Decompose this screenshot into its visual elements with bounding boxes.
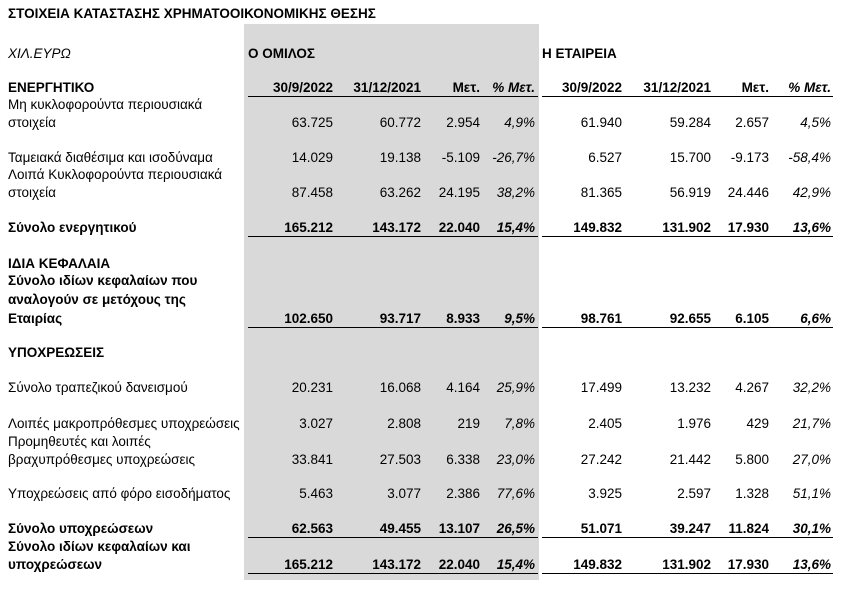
column-header: 31/12/2021	[643, 80, 711, 95]
column-header: % Μετ.	[788, 80, 831, 95]
table-cell: 6.338	[446, 452, 480, 467]
section-assets: ΕΝΕΡΓΗΤΙΚΟ	[8, 80, 95, 95]
table-cell: 21,7%	[792, 416, 831, 431]
table-cell: 22.040	[438, 220, 480, 235]
company-header: Η ΕΤΑΙΡΕΙΑ	[542, 46, 617, 61]
table-cell: 17.930	[727, 557, 769, 572]
table-cell: 81.365	[580, 185, 622, 200]
table-cell: 131.902	[662, 557, 711, 572]
table-cell: 149.832	[573, 220, 622, 235]
table-cell: 4,9%	[504, 115, 535, 130]
table-cell: 25,9%	[496, 380, 535, 395]
table-cell: 13,6%	[792, 557, 831, 572]
section-equity: ΙΔΙΑ ΚΕΦΑΛΑΙΑ	[8, 256, 111, 271]
table-cell: -5.109	[441, 150, 480, 165]
row-label: Σύνολο ιδίων κεφαλαίων και	[8, 539, 191, 554]
table-cell: 4.267	[735, 380, 769, 395]
row-label: Λοιπές μακροπρόθεσμες υποχρεώσεις	[8, 416, 240, 431]
table-cell: 1.976	[677, 416, 711, 431]
table-cell: 13,6%	[792, 220, 831, 235]
total-underline	[542, 236, 833, 237]
table-cell: 87.458	[291, 185, 333, 200]
table-cell: 143.172	[372, 557, 421, 572]
table-cell: 93.717	[379, 311, 421, 326]
row-label: Υποχρεώσεις από φόρο εισοδήματος	[8, 486, 231, 501]
table-cell: 49.455	[379, 521, 421, 536]
table-cell: 21.442	[669, 452, 711, 467]
table-cell: 5.463	[299, 486, 333, 501]
table-cell: 26,5%	[496, 521, 535, 536]
table-cell: 51,1%	[792, 486, 831, 501]
total-underline	[248, 236, 538, 237]
table-cell: 22.040	[438, 557, 480, 572]
row-label: Σύνολο υποχρεώσεων	[8, 521, 154, 536]
table-cell: 6.105	[735, 311, 769, 326]
table-cell: -26,7%	[492, 150, 535, 165]
column-header: 31/12/2021	[353, 80, 421, 95]
table-cell: 51.071	[580, 521, 622, 536]
table-cell: 20.231	[291, 380, 333, 395]
row-label: βραχυπρόθεσμες υποχρεώσεις	[8, 452, 195, 467]
table-cell: 2.954	[446, 115, 480, 130]
table-cell: 42,9%	[792, 185, 831, 200]
row-label: Ταμειακά διαθέσιμα και ισοδύναμα	[8, 150, 213, 165]
table-cell: 39.247	[669, 521, 711, 536]
table-cell: 19.138	[379, 150, 421, 165]
table-cell: 32,2%	[792, 380, 831, 395]
row-label: Προμηθευτές και λοιπές	[8, 434, 151, 449]
table-cell: 63.262	[379, 185, 421, 200]
table-cell: 131.902	[662, 220, 711, 235]
table-cell: 143.172	[372, 220, 421, 235]
row-label: Λοιπά Κυκλοφορούντα περιουσιακά	[8, 167, 223, 182]
table-cell: 6,6%	[800, 311, 831, 326]
table-cell: 5.800	[735, 452, 769, 467]
table-cell: 1.328	[735, 486, 769, 501]
column-header: Μετ.	[741, 80, 769, 95]
table-cell: 16.068	[379, 380, 421, 395]
table-cell: 38,2%	[496, 185, 535, 200]
row-label: υποχρεώσεων	[8, 557, 103, 572]
table-cell: 17.930	[727, 220, 769, 235]
column-header: 30/9/2022	[272, 80, 333, 95]
table-cell: 7,8%	[504, 416, 535, 431]
table-cell: 4.164	[446, 380, 480, 395]
table-cell: 63.725	[291, 115, 333, 130]
header-underline-group	[248, 96, 538, 97]
table-cell: 9,5%	[504, 311, 535, 326]
table-cell: 62.563	[291, 521, 333, 536]
section-liabilities: ΥΠΟΧΡΕΩΣΕΙΣ	[8, 345, 105, 360]
row-label: Σύνολο ιδίων κεφαλαίων που	[8, 273, 198, 288]
table-cell: 102.650	[284, 311, 333, 326]
row-label: Σύνολο τραπεζικού δανεισμού	[8, 380, 188, 395]
table-cell: 33.841	[291, 452, 333, 467]
header-underline-company	[542, 96, 833, 97]
table-cell: 15,4%	[496, 220, 535, 235]
table-cell: 13.232	[669, 380, 711, 395]
total-underline	[248, 573, 538, 574]
table-cell: 8.933	[446, 311, 480, 326]
table-cell: -58,4%	[788, 150, 831, 165]
table-cell: 2.386	[446, 486, 480, 501]
table-cell: 27.503	[379, 452, 421, 467]
total-underline	[542, 537, 833, 538]
table-cell: 61.940	[580, 115, 622, 130]
table-cell: 3.027	[299, 416, 333, 431]
total-underline	[542, 327, 833, 328]
table-cell: -9.173	[730, 150, 769, 165]
table-cell: 23,0%	[496, 452, 535, 467]
column-header: 30/9/2022	[561, 80, 622, 95]
row-label: αναλογούν σε μετόχους της	[8, 292, 186, 307]
table-cell: 429	[746, 416, 769, 431]
total-underline	[248, 537, 538, 538]
table-cell: 30,1%	[792, 521, 831, 536]
table-cell: 24.446	[727, 185, 769, 200]
row-label: Σύνολο ενεργητικού	[8, 220, 137, 235]
group-header: Ο ΟΜΙΛΟΣ	[248, 46, 315, 61]
total-underline	[248, 327, 538, 328]
table-cell: 6.527	[588, 150, 622, 165]
table-cell: 165.212	[284, 220, 333, 235]
column-header: Μετ.	[452, 80, 480, 95]
table-cell: 98.761	[580, 311, 622, 326]
table-cell: 27,0%	[792, 452, 831, 467]
page-title: ΣΤΟΙΧΕΙΑ ΚΑΤΑΣΤΑΣΗΣ ΧΡΗΜΑΤΟΟΙΚΟΝΟΜΙΚΗΣ ΘΕΣΗΣ	[8, 6, 376, 21]
column-header: % Μετ.	[492, 80, 535, 95]
row-label: Εταιρίας	[8, 311, 63, 326]
table-cell: 59.284	[669, 115, 711, 130]
table-cell: 17.499	[580, 380, 622, 395]
table-cell: 149.832	[573, 557, 622, 572]
table-cell: 60.772	[379, 115, 421, 130]
row-label: Μη κυκλοφορούντα περιουσιακά	[8, 97, 203, 112]
table-cell: 2.808	[387, 416, 421, 431]
total-underline	[542, 573, 833, 574]
table-cell: 15.700	[669, 150, 711, 165]
table-cell: 165.212	[284, 557, 333, 572]
unit-label: ΧΙΛ.ΕΥΡΩ	[8, 46, 71, 61]
table-cell: 2.405	[588, 416, 622, 431]
table-cell: 11.824	[728, 521, 769, 536]
table-cell: 13.107	[438, 521, 480, 536]
table-cell: 56.919	[669, 185, 711, 200]
table-cell: 3.077	[387, 486, 421, 501]
table-cell: 4,5%	[800, 115, 831, 130]
row-label: στοιχεία	[8, 115, 56, 130]
table-cell: 2.597	[677, 486, 711, 501]
table-cell: 219	[457, 416, 480, 431]
table-cell: 77,6%	[496, 486, 535, 501]
table-cell: 15,4%	[496, 557, 535, 572]
table-cell: 3.925	[588, 486, 622, 501]
table-cell: 2.657	[735, 115, 769, 130]
row-label: στοιχεία	[8, 185, 56, 200]
table-cell: 92.655	[669, 311, 711, 326]
table-cell: 14.029	[291, 150, 333, 165]
table-cell: 27.242	[580, 452, 622, 467]
table-cell: 24.195	[438, 185, 480, 200]
